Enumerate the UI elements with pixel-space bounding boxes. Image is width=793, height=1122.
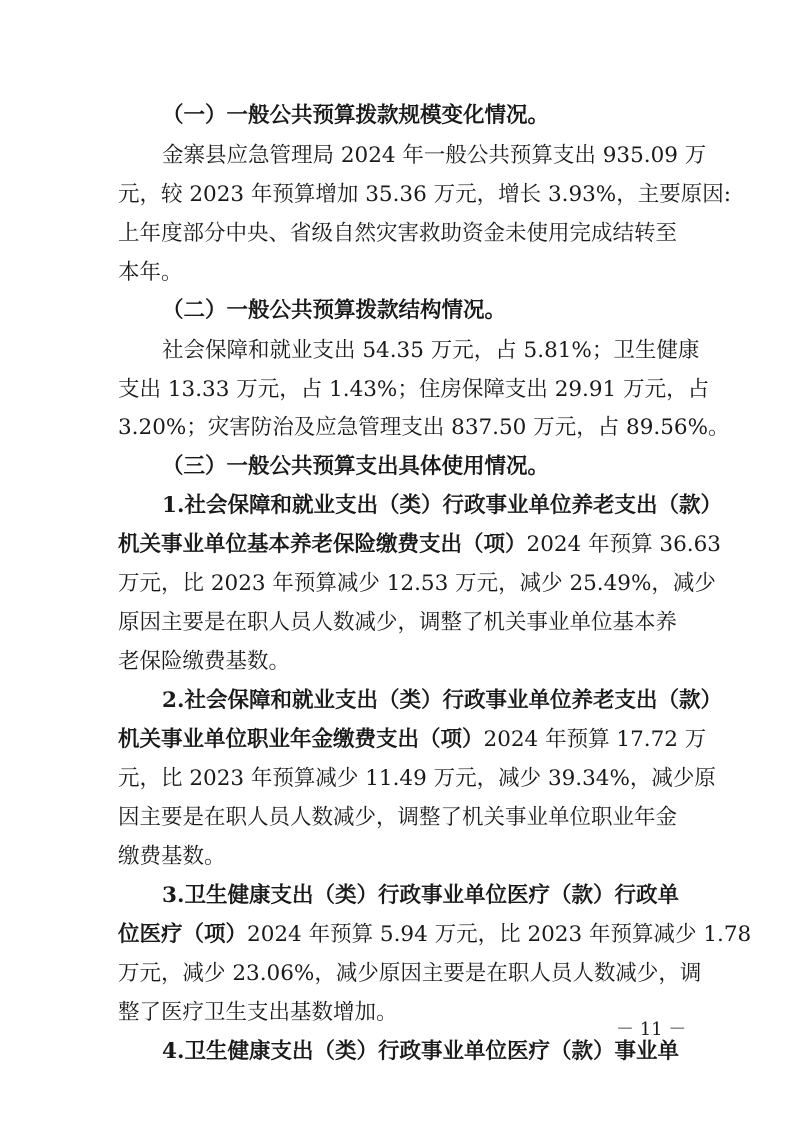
paragraph-line: 原因主要是在职人员人数减少，调整了机关事业单位基本养 (118, 610, 678, 635)
item-3-title: 3.卫生健康支出（类）行政事业单位医疗（款）行政单 (162, 883, 679, 908)
item-4-title: 4.卫生健康支出（类）行政事业单位医疗（款）事业单 (162, 1039, 679, 1064)
item-1-title-cont: 机关事业单位基本养老保险缴费支出（项） (118, 532, 527, 557)
item-1-title: 1.社会保障和就业支出（类）行政事业单位养老支出（款） (162, 493, 722, 518)
paragraph-line: 万元，比 2023 年预算减少 12.53 万元，减少 25.49%，减少 (118, 571, 716, 596)
paragraph-line: 本年。 (118, 260, 183, 285)
paragraph-text: 2024 年预算 5.94 万元，比 2023 年预算减少 1.78 (247, 922, 752, 947)
paragraph-line: 缴费基数。 (118, 844, 226, 869)
paragraph-line: 因主要是在职人员人数减少，调整了机关事业单位职业年金 (118, 805, 678, 830)
section-heading-3: （三）一般公共预算支出具体使用情况。 (162, 454, 550, 479)
paragraph-line: 上年度部分中央、省级自然灾害救助资金未使用完成结转至 (118, 221, 678, 246)
paragraph-text: 2024 年预算 36.63 (526, 532, 721, 557)
paragraph-line (118, 530, 721, 560)
paragraph-line: 3.20%；灾害防治及应急管理支出 837.50 万元，占 89.56%。 (118, 415, 730, 440)
paragraph-text: 2024 年预算 17.72 万 (483, 727, 707, 752)
paragraph-line: 元，比 2023 年预算减少 11.49 万元，减少 39.34%，减少原 (118, 766, 716, 791)
paragraph-line: 整了医疗卫生支出基数增加。 (118, 1000, 398, 1025)
paragraph-line: 万元，减少 23.06%，减少原因主要是在职人员人数减少，调 (118, 961, 702, 986)
paragraph-line: 金寨县应急管理局 2024 年一般公共预算支出 935.09 万 (162, 143, 707, 168)
paragraph-line: 元，较 2023 年预算增加 35.36 万元，增长 3.93%，主要原因: (118, 182, 731, 207)
page-number: － 11 － (616, 1019, 687, 1040)
paragraph-line: 老保险缴费基数。 (118, 649, 291, 674)
paragraph-line (118, 725, 707, 755)
item-2-title-cont: 机关事业单位职业年金缴费支出（项） (118, 727, 484, 752)
item-3-title-cont: 位医疗（项） (118, 922, 248, 947)
section-heading-2: （二）一般公共预算拨款结构情况。 (162, 298, 507, 323)
item-2-title: 2.社会保障和就业支出（类）行政事业单位养老支出（款） (162, 688, 722, 713)
section-heading-1: （一）一般公共预算拨款规模变化情况。 (162, 103, 550, 128)
paragraph-line: 支出 13.33 万元，占 1.43%；住房保障支出 29.91 万元，占 (118, 377, 710, 402)
paragraph-line (118, 920, 752, 950)
paragraph-line: 社会保障和就业支出 54.35 万元，占 5.81%；卫生健康 (162, 338, 700, 363)
